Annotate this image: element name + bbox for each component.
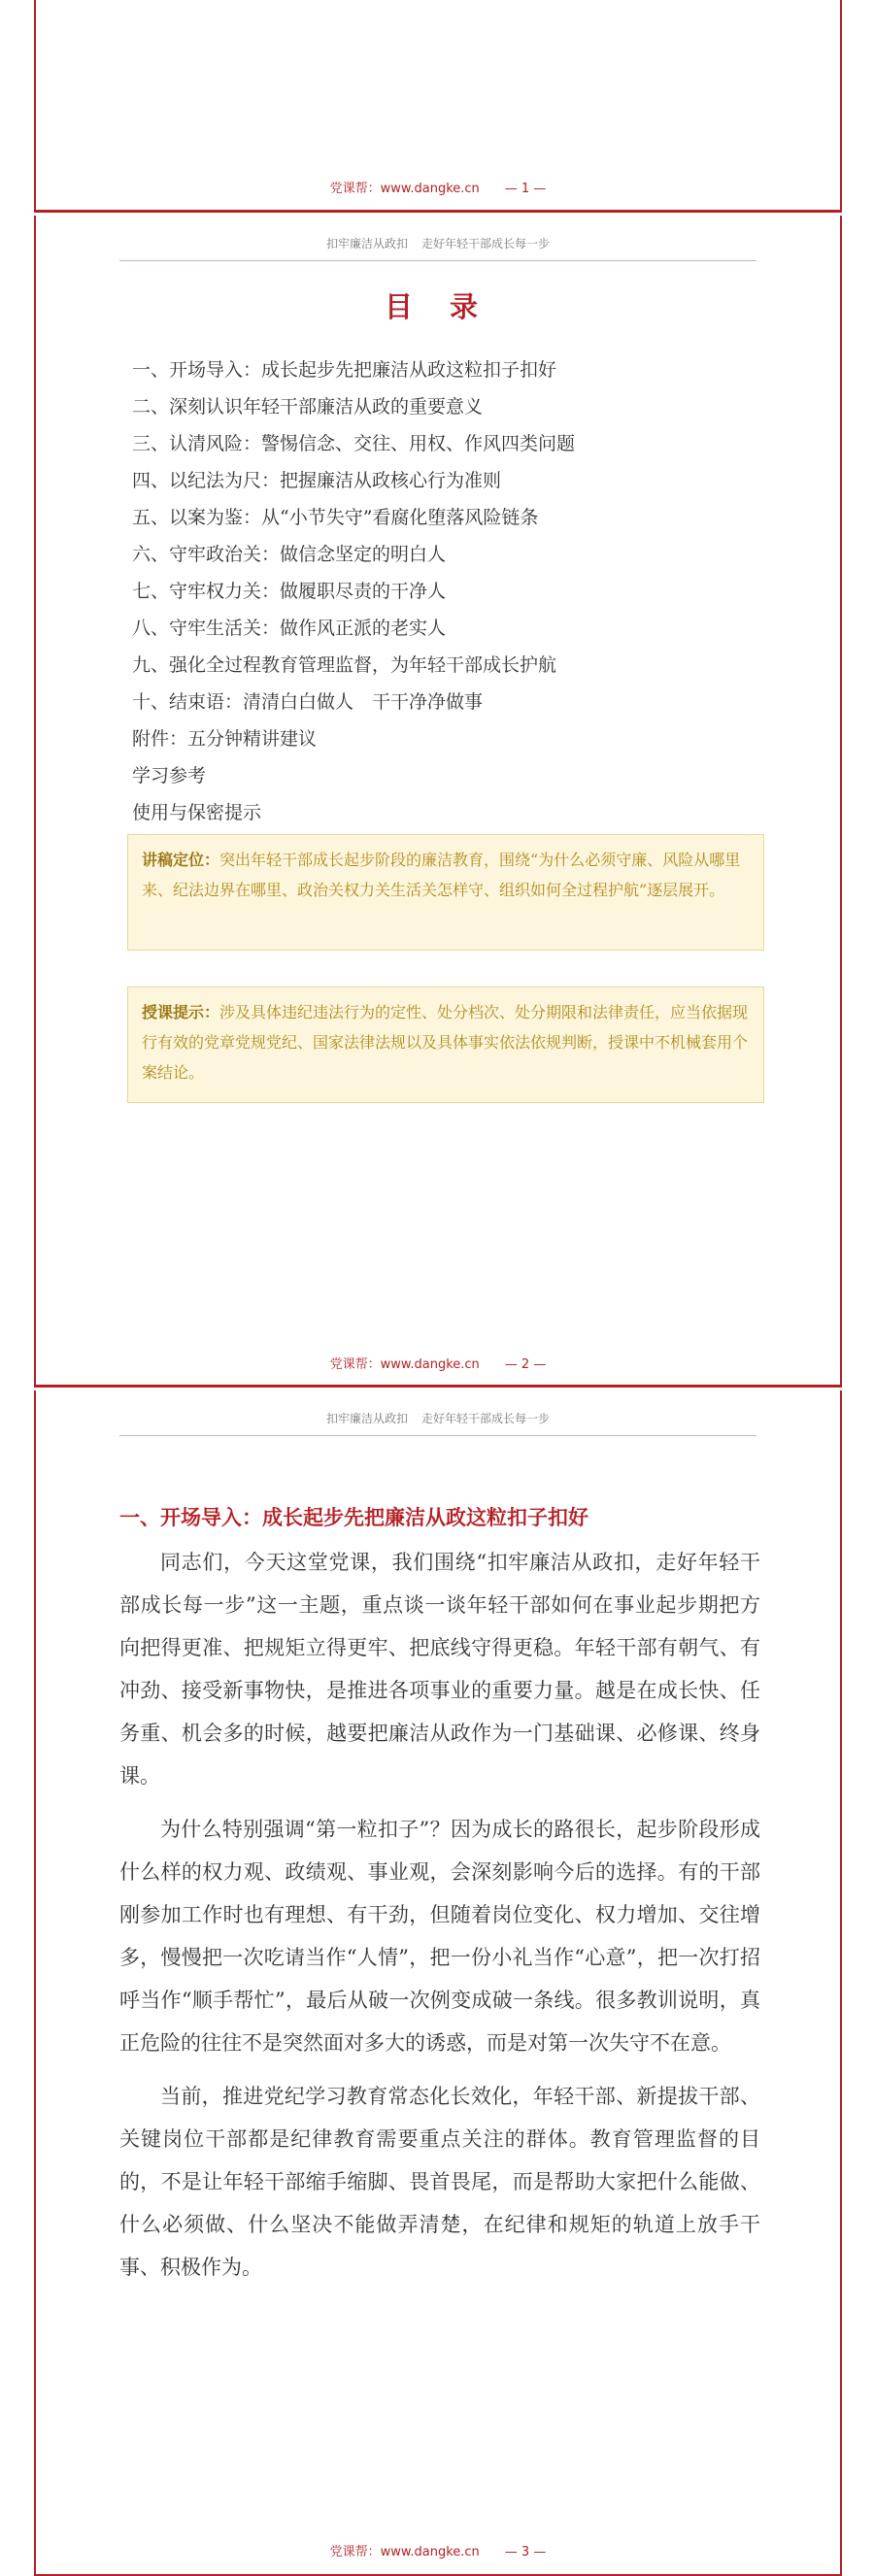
note-text: 突出年轻干部成长起步阶段的廉洁教育，围绕“为什么必须守廉、风险从哪里来、纪法边界在哪里、政治关权力关生活关怎样守、组织如何全过程护航”逐层展开。 <box>142 851 741 899</box>
section-heading: 一、开场导入：成长起步先把廉洁从政这粒扣子扣好 <box>119 1506 588 1529</box>
page-2 <box>34 216 842 1388</box>
footer-site: 党课帮：www.dangke.cn <box>329 1357 480 1372</box>
paragraph: 当前，推进党纪学习教育常态化长效化，年轻干部、新提拔干部、关键岗位干部都是纪律教育需要重点关注的群体。教育管理监督的目的，不是让年轻干部缩手缩脚、畏首畏尾，而是帮助大家把什么能做、什么必须做、什么坚决不能做弄清楚，在纪律和规矩的轨道上放手干事、积极作为。 <box>119 2085 760 2279</box>
positioning-note <box>127 834 764 951</box>
page-number: — 3 — <box>504 2545 547 2559</box>
page-number: — 1 — <box>504 182 547 196</box>
note-label: 讲稿定位： <box>142 851 220 869</box>
toc-title: 目 录 <box>384 290 492 323</box>
running-header-left: 扣牢廉洁从政扣 <box>325 1412 408 1425</box>
toc-item[interactable]: 使用与保密提示 <box>132 802 262 823</box>
page-3 <box>34 1390 842 2576</box>
paragraph: 同志们，今天这堂党课，我们围绕“扣牢廉洁从政扣，走好年轻干部成长每一步”这一主题，重点谈一谈年轻干部如何在事业起步期把方向把得更准、把规矩立得更牢、把底线守得更稳。年轻干部有朝气、有冲劲、接受新事物快，是推进各项事业的重要力量。越是在成长快、任务重、机会多的时候，越要把廉洁从政作为一门基础课、必修课、终身课。 <box>119 1551 760 1788</box>
toc-item[interactable]: 五、以案为鉴：从“小节失守”看腐化堕落风险链条 <box>132 507 539 528</box>
page-number: — 2 — <box>504 1357 547 1372</box>
toc-item[interactable]: 九、强化全过程教育管理监督，为年轻干部成长护航 <box>132 654 557 676</box>
toc-item[interactable]: 二、深刻认识年轻干部廉洁从政的重要意义 <box>132 396 484 418</box>
toc-item[interactable]: 七、守牢权力关：做履职尽责的干净人 <box>132 581 447 602</box>
toc-item[interactable]: 三、认清风险：警惕信念、交往、用权、作风四类问题 <box>132 433 576 454</box>
toc-item[interactable]: 六、守牢政治关：做信念坚定的明白人 <box>132 544 447 565</box>
running-header <box>119 1410 756 1436</box>
running-header <box>119 235 756 261</box>
teaching-tip-note <box>127 987 764 1103</box>
footer-site: 党课帮：www.dangke.cn <box>329 2545 480 2559</box>
note-label: 授课提示： <box>142 1003 220 1021</box>
toc-item[interactable]: 学习参考 <box>132 765 207 786</box>
toc-item[interactable]: 一、开场导入：成长起步先把廉洁从政这粒扣子扣好 <box>132 359 557 381</box>
toc-item[interactable]: 附件：五分钟精讲建议 <box>132 728 318 750</box>
note-text: 涉及具体违纪违法行为的定性、处分档次、处分期限和法律责任，应当依据现行有效的党章党规党纪、国家法律法规以及具体事实依法依规判断，授课中不机械套用个案结论。 <box>142 1003 749 1082</box>
page-footer <box>36 2541 840 2559</box>
footer-site: 党课帮：www.dangke.cn <box>329 182 480 196</box>
running-header-right: 走好年轻干部成长每一步 <box>421 1412 551 1425</box>
toc-list <box>132 351 575 831</box>
toc-item[interactable]: 十、结束语：清清白白做人 干干净净做事 <box>132 691 484 713</box>
running-header-left: 扣牢廉洁从政扣 <box>325 237 408 251</box>
toc-item[interactable]: 八、守牢生活关：做作风正派的老实人 <box>132 618 447 639</box>
page-1 <box>34 0 842 213</box>
page-footer <box>36 1354 840 1372</box>
running-header-right: 走好年轻干部成长每一步 <box>421 237 551 251</box>
section-body <box>119 1541 760 2299</box>
page-footer <box>36 178 840 196</box>
paragraph: 为什么特别强调“第一粒扣子”？因为成长的路很长，起步阶段形成什么样的权力观、政绩观、事业观，会深刻影响今后的选择。有的干部刚参加工作时也有理想、有干劲，但随着岗位变化、权力增加、交往增多，慢慢把一次吃请当作“人情”，把一份小礼当作“心意”，把一次打招呼当作“顺手帮忙”，最后从破一次例变成破一条线。很多教训说明，真正危险的往往不是突然面对多大的诱惑，而是对第一次失守不在意。 <box>119 1818 760 2055</box>
toc-item[interactable]: 四、以纪法为尺：把握廉洁从政核心行为准则 <box>132 470 502 491</box>
